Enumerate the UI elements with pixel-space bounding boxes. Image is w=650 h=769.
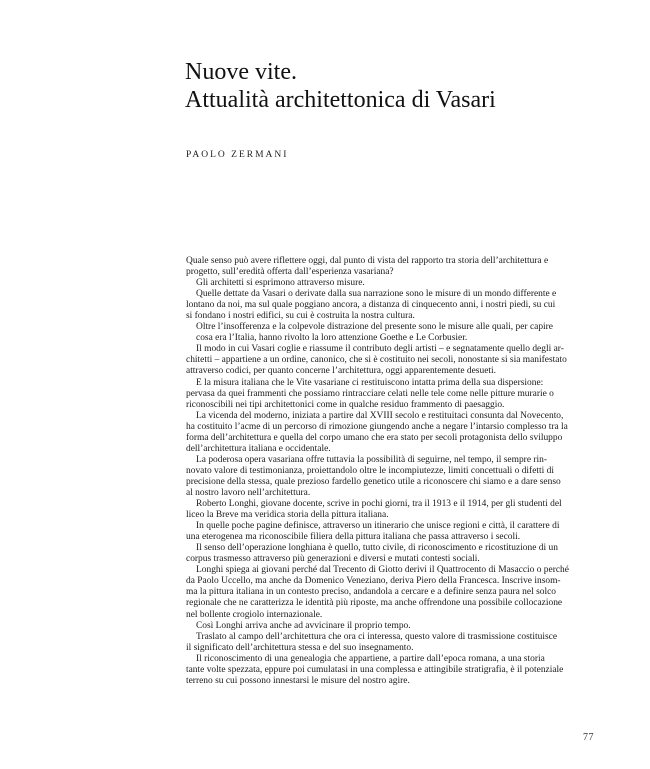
text-line: In quelle poche pagine definisce, attraverso un itinerario che unisce regioni e città, il carattere di — [196, 521, 560, 532]
text-line: attraverso codici, per quanto concerne l’architettura, oggi apparentemente desueti. — [186, 366, 496, 377]
title-line-2: Attualità architettonica di Vasari — [185, 87, 496, 113]
text-line: lontano da noi, ma sul quale poggiano ancora, a distanza di cinquecento anni, i nostri piedi, su cui — [186, 300, 556, 311]
text-line: Quale senso può avere riflettere oggi, dal punto di vista del rapporto tra storia dell’architettura e — [186, 256, 549, 266]
text-line: Roberto Longhi, giovane docente, scrive in pochi giorni, tra il 1913 e il 1914, per gli studenti del — [196, 499, 562, 510]
text-line: da Paolo Uccello, ma anche da Domenico Veneziano, deriva Piero della Francesca. Inscrive insom- — [186, 576, 561, 587]
text-line: ma la pittura italiana in un contesto preciso, andandola a cercare e a definire senza paura nel solco — [186, 587, 556, 598]
text-line: riconoscibili nei tipi architettonici come in qualche residuo frammento di paesaggio. — [186, 399, 505, 410]
body-text — [186, 256, 594, 687]
text-line: La vicenda del moderno, iniziata a partire dal XVIII secolo e restituitaci consunta dal Novecento, — [196, 410, 564, 421]
text-line: precisione della stessa, quale prezioso fardello genetico utile a riconoscere chi siamo e a dare senso — [186, 476, 561, 487]
text-line: Il modo in cui Vasari coglie e riassume il contributo degli artisti – e segnatamente quello degli ar- — [196, 344, 564, 355]
text-line: nel bollente crogiolo internazionale. — [186, 609, 323, 620]
text-line: corpus trasmesso attraverso più generazioni e diversi e mutati contesti sociali. — [186, 554, 480, 565]
text-line: si fondano i nostri edifici, su cui è costruita la nostra cultura. — [186, 311, 415, 322]
text-line: terreno su cui possono innestarsi le misure del nostro agire. — [186, 675, 410, 686]
author-name: PAOLO ZERMANI — [186, 150, 289, 160]
text-line: Così Longhi arriva anche ad avvicinare il proprio tempo. — [196, 620, 411, 631]
text-line: Il senso dell’operazione longhiana è quello, tutto civile, di riconoscimento e ricostituzione di un — [196, 543, 558, 554]
text-line: Quelle dettate da Vasari o derivate dalla sua narrazione sono le misure di un mondo differente e — [196, 289, 557, 300]
text-line: forma dell’architettura e quella del corpo umano che era stato per secoli protagonista dello sviluppo — [186, 432, 563, 443]
text-line: il significato dell’architettura stessa e del suo insegnamento. — [186, 642, 414, 653]
text-line: novato valore di testimonianza, proiettandolo oltre le incompiutezze, limiti concettuali o difetti di — [186, 465, 554, 476]
text-line: ha costituito l’acme di un percorso di rimozione giungendo anche a negare l’intarsio complesso tra la — [186, 421, 568, 432]
text-line: regionale che ne caratterizza le identità più riposte, ma anche offrendone una possibile collocazione — [186, 598, 563, 609]
text-line: Longhi spiega ai giovani perché dal Trecento di Giotto derivi il Quattrocento di Masaccio o perché — [196, 565, 569, 576]
text-line: Gli architetti si esprimono attraverso misure. — [196, 278, 365, 289]
chapter-title — [185, 58, 605, 114]
text-line: al nostro lavoro nell’architettura. — [186, 487, 311, 498]
text-line: Il riconoscimento di una genealogia che appartiene, a partire dall’epoca romana, a una storia — [196, 653, 545, 664]
text-line: tante volte spezzata, eppure poi cumulatasi in una complessa e attingibile stratigrafia, è il potenziale — [186, 664, 564, 675]
text-line: Traslato al campo dell’architettura che ora ci interessa, questo valore di trasmissione costituisce — [196, 631, 558, 642]
text-line: liceo la Breve ma veridica storia della pittura italiana. — [186, 510, 389, 521]
page-number: 77 — [583, 732, 594, 743]
text-line: Oltre l’insofferenza e la colpevole distrazione del presente sono le misure alle quali, per capire — [196, 322, 553, 333]
text-line: progetto, sull’eredità offerta dall’esperienza vasariana? — [186, 267, 394, 278]
text-line: La poderosa opera vasariana offre tuttavia la possibilità di seguirne, nel tempo, il sempre rin- — [196, 454, 547, 465]
text-line: una eterogenea ma riconoscibile filiera della pittura italiana che passa attraverso i secoli. — [186, 532, 521, 543]
title-line-1: Nuove vite. — [185, 59, 297, 85]
text-line: dell’architettura italiana e occidentale. — [186, 443, 331, 454]
text-line: chitetti – appartiene a un ordine, canonico, che si è costituito nei secoli, nonostante si sia manifestato — [186, 355, 567, 366]
text-line: È la misura italiana che le Vite vasariane ci restituiscono intatta prima della sua dispersione: — [196, 377, 544, 388]
text-line: pervasa da quei frammenti che possiamo rintracciare celati nelle tele come nelle pitture murarie o — [186, 388, 554, 399]
text-line: cosa era l’Italia, hanno rivolto la loro attenzione Goethe e Le Corbusier. — [196, 333, 468, 344]
